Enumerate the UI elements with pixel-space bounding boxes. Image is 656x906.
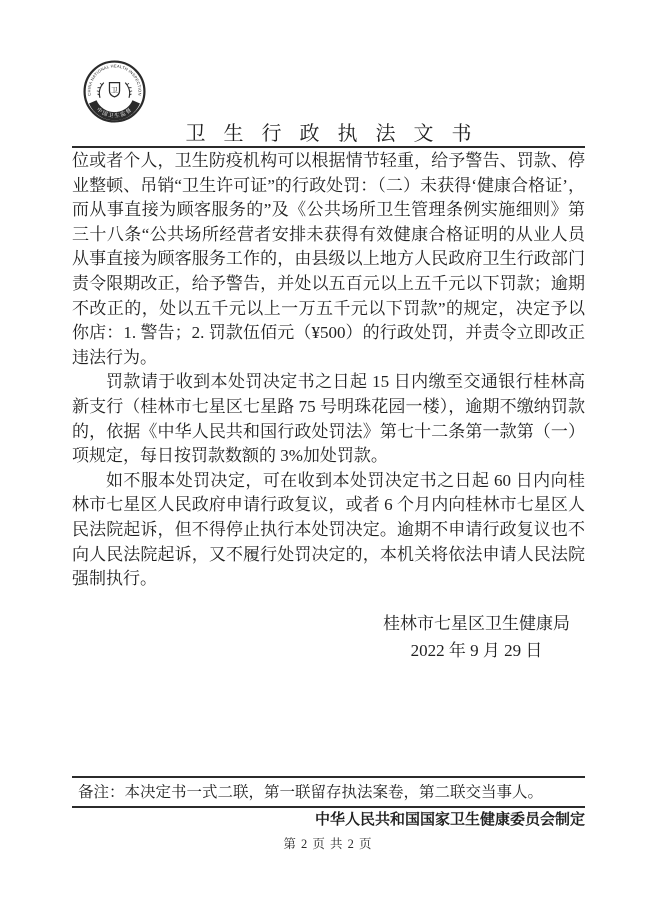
page-number: 第 2 页 共 2 页 — [283, 837, 373, 851]
seal-bottom-text: 中国卫生监督 — [95, 106, 134, 120]
seal-ring-text: CHINA NATIONAL HEALTH INSPECTION — [86, 63, 143, 97]
body-paragraph-payment-instructions: 罚款请于收到本处罚决定书之日起 15 日内缴至交通银行桂林高新支行（桂林市七星区七星路 75 号明珠花园一楼），逾期不缴纳罚款的，依据《中华人民共和国行政处罚法》第七十二条第一款第（一）项规定，每日按罚款数额的 3%加处罚款。 — [72, 372, 585, 466]
document-body — [72, 149, 585, 592]
remark-note: 备注：本决定书一式二联，第一联留存执法案卷，第二联交当事人。 — [72, 776, 585, 808]
seal-center-char: 卫 — [111, 87, 118, 95]
signature-agency: 桂林市七星区卫生健康局 — [383, 614, 570, 633]
body-paragraph-penalty-decision: 位或者个人，卫生防疫机构可以根据情节轻重，给予警告、罚款、停业整顿、吊销“卫生许可证”的行政处罚：（二）未获得‘健康合格证’，而从事直接为顾客服务的”及《公共场所卫生管理条例实施细则》第三十八条“公共场所经营者安排未获得有效健康合格证明的从业人员从事直接为顾客服务工作的，由县级以上地方人民政府卫生行政部门责令限期改正，给予警告，并处以五百元以上五千元以下罚款；逾期不改正的，处以五千元以上一万五千元以下罚款”的规定，决定予以你店：1. 警告；2. 罚款伍佰元（¥500）的行政处罚，并责令立即改正违法行为。 — [72, 151, 585, 367]
document-title: 卫生行政执法文书 — [185, 123, 490, 145]
header-rule — [72, 146, 585, 148]
body-paragraph-appeal-rights: 如不服本处罚决定，可在收到本处罚决定书之日起 60 日内向桂林市七星区人民政府申请行政复议，或者 6 个月内向桂林市七星区人民法院起诉，但不得停止执行本处罚决定。逾期不申请行政复议也不向人民法院起诉，又不履行处罚决定的，本机关将依法申请人民法院强制执行。 — [72, 470, 585, 589]
signature-block — [383, 610, 570, 664]
signature-date: 2022 年 9 月 29 日 — [410, 641, 543, 660]
health-inspection-seal-icon — [83, 60, 146, 123]
issuer-line: 中华人民共和国国家卫生健康委员会制定 — [314, 811, 585, 828]
